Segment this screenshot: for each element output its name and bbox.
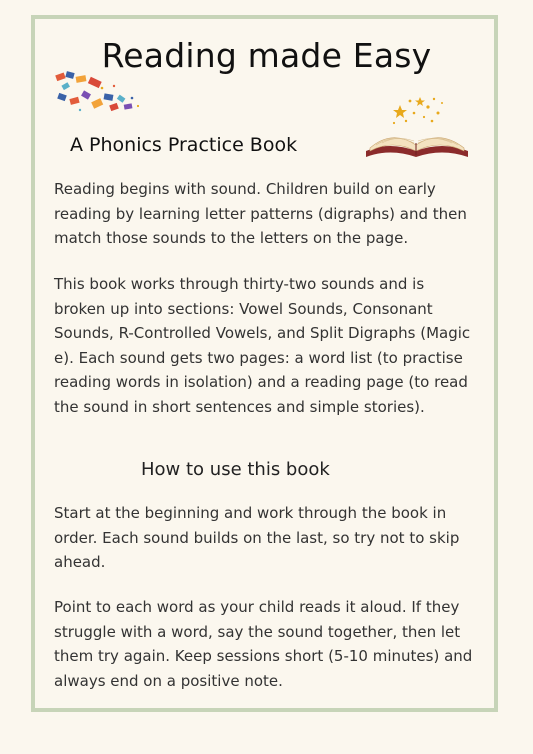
page-title: Reading made Easy: [101, 36, 432, 75]
tips-paragraph: Point to each word as your child reads it aloud. If they struggle with a word, say the sound together, then let them try again. Keep sessions short (5-10 minutes) and always end on a positive note.: [54, 598, 473, 690]
book-subtitle: A Phonics Practice Book: [70, 134, 298, 156]
open-book-sparkles-illustration: [362, 93, 472, 161]
open-book-icon: [366, 138, 468, 157]
flying-books-illustration: [52, 70, 144, 116]
instructions-paragraph: Start at the beginning and work through the book in order. Each sound builds on the last, so try not to skip ahead.: [54, 504, 460, 571]
intro-paragraph: Reading begins with sound. Children build on early reading by learning letter patterns (digraphs) and then match those sounds to the letters on the page.: [54, 180, 467, 247]
sparkle-icon: [393, 97, 443, 124]
sections-paragraph: This book works through thirty-two sounds and is broken up into sections: Vowel Sounds, Consonant Sounds, R-Controlled Vowels, and Split Digraphs (Magic e). Each sound gets two pages: a word list (to practise reading words in isolation) and a reading page (to read the sound in short sentences and simple stories).: [54, 275, 471, 416]
section-heading: How to use this book: [141, 459, 330, 480]
flying-book-icon: [55, 71, 139, 111]
